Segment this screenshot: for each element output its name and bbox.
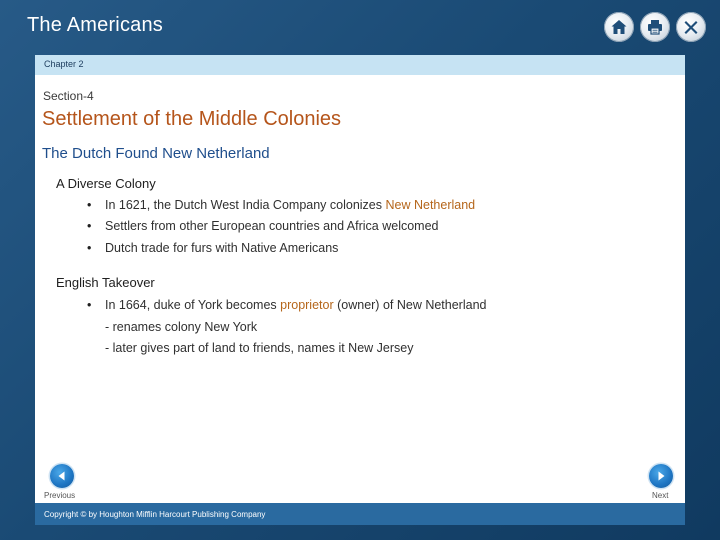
top-toolbar [604, 12, 706, 42]
close-button[interactable] [676, 12, 706, 42]
arrow-left-icon [56, 470, 68, 482]
sub-list-item: - later gives part of land to friends, names it New Jersey [105, 341, 414, 355]
home-button[interactable] [604, 12, 634, 42]
bullet-icon: • [87, 241, 92, 255]
list-item [87, 298, 486, 312]
bullet-icon: • [87, 298, 92, 312]
bullet-icon: • [87, 219, 92, 233]
heading-english-takeover: English Takeover [56, 275, 155, 290]
close-icon [682, 18, 700, 36]
page-title: Settlement of the Middle Colonies [42, 108, 342, 130]
next-button[interactable] [649, 464, 673, 488]
chapter-label: Chapter 2 [44, 59, 84, 69]
footer-bar [35, 503, 685, 525]
list-item-text: In 1664, duke of York becomes [105, 298, 281, 312]
print-button[interactable] [640, 12, 670, 42]
home-icon [610, 18, 628, 36]
previous-label[interactable]: Previous [44, 491, 76, 500]
bullet-icon: • [87, 198, 92, 212]
section-label: Section-4 [43, 89, 94, 103]
list-item-text: (owner) of New Netherland [333, 298, 487, 312]
list-item [87, 241, 338, 255]
heading-diverse-colony: A Diverse Colony [56, 176, 156, 191]
list-item-text: Dutch trade for furs with Native Americans [105, 241, 339, 255]
highlight-term: New Netherland [385, 198, 476, 212]
list-item [87, 198, 475, 212]
next-label[interactable]: Next [652, 491, 669, 500]
previous-button[interactable] [50, 464, 74, 488]
highlight-term: proprietor [280, 298, 334, 312]
list-item [87, 219, 439, 233]
slide-content [35, 75, 685, 503]
app-title: The Americans [27, 14, 163, 36]
list-item-text: Settlers from other European countries and Africa welcomed [105, 219, 439, 233]
copyright-text: Copyright © by Houghton Mifflin Harcourt Publishing Company [44, 510, 266, 519]
list-item-text: In 1621, the Dutch West India Company colonizes [105, 198, 386, 212]
chapter-bar [35, 55, 685, 75]
page-subtitle: The Dutch Found New Netherland [42, 145, 270, 162]
print-icon [646, 18, 664, 36]
sub-list-item: - renames colony New York [105, 320, 258, 334]
arrow-right-icon [655, 470, 667, 482]
